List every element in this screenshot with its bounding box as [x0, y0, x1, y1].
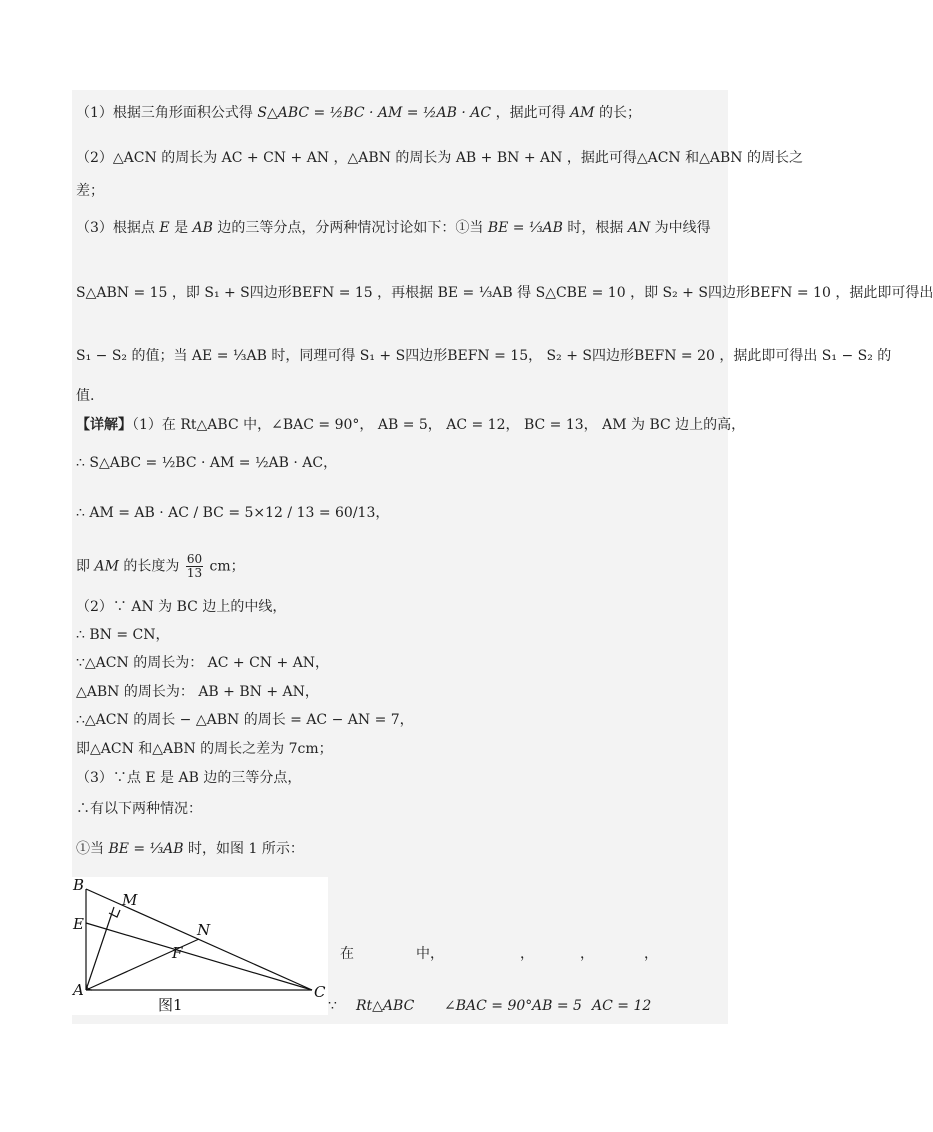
label-n: N: [197, 921, 211, 939]
condition-be: BE = ⅓AB: [487, 220, 563, 236]
solution-line-4: [76, 553, 245, 580]
text: Rt△ABC: [356, 998, 415, 1014]
analysis-line-3d: 值.: [76, 388, 95, 404]
label-b: B: [73, 876, 85, 894]
text: ∵: [328, 998, 337, 1014]
fraction-60-13: [186, 553, 203, 580]
variable-an: AN: [627, 220, 651, 236]
analysis-line-2b: 差；: [76, 183, 104, 199]
solution-line-1: [76, 414, 745, 436]
analysis-line-1: [76, 102, 641, 124]
numerator: 60: [186, 552, 203, 566]
analysis-line-3c: S₁ − S₂ 的值；当 AE = ⅓AB 时，同理可得 S₁ + S四边形BEFN = 15， S₂ + S四边形BEFN = 20 ，据此即可得出 S₁ − S₂ 的: [76, 348, 892, 364]
solution-line-12: ∴有以下两种情况：: [76, 801, 202, 817]
text: 为中线得: [654, 220, 711, 236]
solution-line-3: ∴ AM = AB · AC / BC = 5×12 / 13 = 60/13，: [76, 505, 390, 521]
solution-label: 【详解】: [76, 417, 132, 433]
label-f: F: [172, 944, 183, 962]
solution-line-8: △ABN 的周长为： AB + BN + AN，: [76, 684, 319, 700]
solution-line-11: （3）∵点 E 是 AB 边的三等分点，: [76, 770, 302, 786]
analysis-line-3b: S△ABN = 15 ，即 S₁ + S四边形BEFN = 15 ，再根据 BE = ⅓AB 得 S△CBE = 10 ，即 S₂ + S四边形BEFN = 10 ，据此即可得出: [76, 285, 933, 301]
solution-line-5: （2）∵ AN 为 BC 边上的中线，: [76, 599, 287, 615]
text: 的长；: [598, 105, 641, 121]
text: （1）在 Rt△ABC 中，∠BAC = 90°， AB = 5， AC = 12， BC = 13， AM 为 BC 边上的高，: [132, 417, 746, 433]
label-e: E: [73, 915, 84, 933]
figure-1: [72, 877, 328, 1015]
text: 中，: [416, 946, 444, 962]
text: ，: [520, 946, 534, 962]
text: 是: [174, 220, 189, 236]
text: ①当: [76, 841, 104, 857]
text: 边的三等分点，分两种情况讨论如下：①当: [217, 220, 484, 236]
solution-line-13: [76, 838, 304, 860]
analysis-line-3: [76, 217, 711, 239]
text: ∠BAC = 90°: [444, 998, 533, 1014]
text: 的长度为: [123, 558, 180, 575]
solution-line-2: ∴ S△ABC = ½BC · AM = ½AB · AC，: [76, 455, 338, 471]
analysis-line-2: （2）△ACN 的周长为 AC + CN + AN ，△ABN 的周长为 AB + BN + AN ，据此可得△ACN 和△ABN 的周长之: [76, 150, 803, 166]
text: （3）根据点: [76, 220, 155, 236]
text: 在: [340, 946, 354, 962]
variable-ab: AB: [192, 220, 213, 236]
variable-am: AM: [570, 105, 595, 121]
solution-line-10: 即△ACN 和△ABN 的周长之差为 7cm；: [76, 741, 333, 757]
triangle-diagram: [72, 877, 328, 1015]
variable-am: AM: [94, 558, 119, 575]
solution-line-6: ∴ BN = CN，: [76, 627, 170, 643]
solution-line-9: ∴△ACN 的周长 − △ABN 的周长 = AC − AN = 7，: [76, 712, 414, 728]
altitude-am: [86, 907, 114, 990]
text: 时，如图 1 所示：: [188, 841, 304, 857]
label-m: M: [122, 891, 138, 909]
text: ，: [580, 946, 594, 962]
label-a: A: [73, 981, 84, 999]
variable-e: E: [159, 220, 170, 236]
solution-line-7: ∵△ACN 的周长为： AC + CN + AN，: [76, 655, 330, 671]
text: AC = 12: [592, 998, 652, 1014]
text: ，: [644, 946, 658, 962]
label-c: C: [314, 983, 326, 1001]
denominator: 13: [186, 566, 203, 580]
text: 时，根据: [567, 220, 624, 236]
text: ，据此可得: [495, 105, 566, 121]
condition-be: BE = ⅓AB: [108, 841, 184, 857]
text: AB = 5: [532, 998, 582, 1014]
text: 即: [76, 558, 90, 575]
area-formula: S△ABC = ½BC · AM = ½AB · AC: [257, 105, 492, 121]
text: cm；: [209, 558, 245, 575]
figure-caption: 图1: [158, 996, 183, 1014]
text: （1）根据三角形面积公式得: [76, 105, 253, 121]
